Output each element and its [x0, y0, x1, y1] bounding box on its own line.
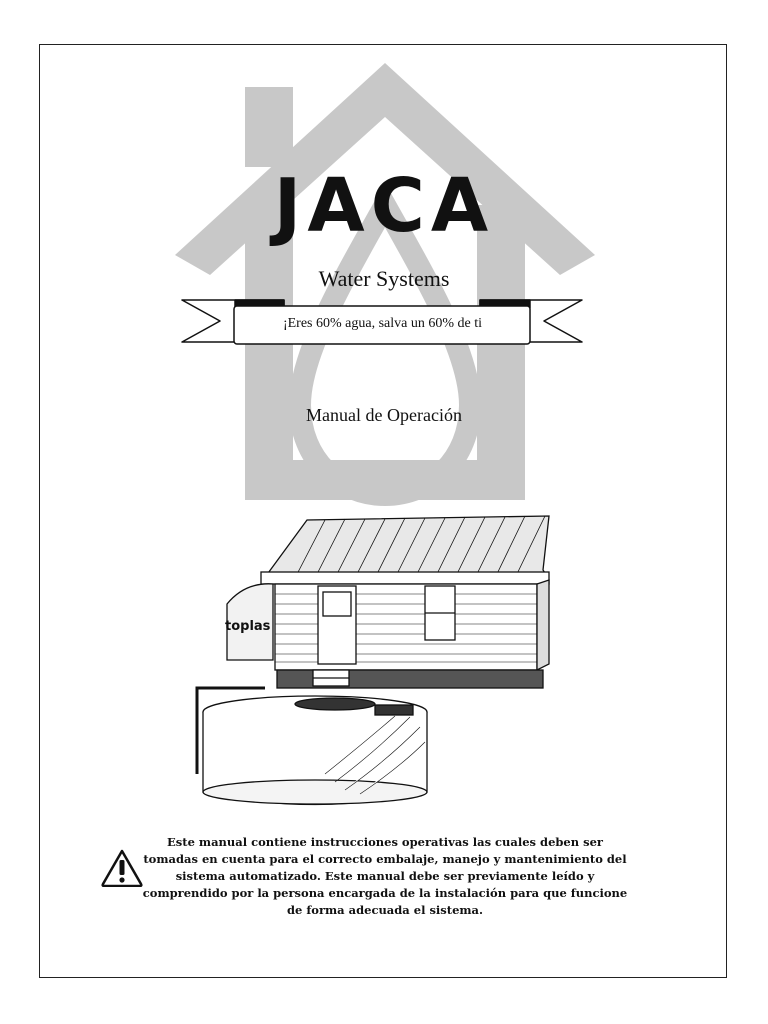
warning-triangle-icon	[101, 849, 143, 887]
operation-notice: Este manual contiene instrucciones operativas las cuales deben ser tomadas en cuenta para el correcto embalaje, manejo y mantenimiento del sistema automatizado. Este manual debe ser previamente leído y comprendido por la persona encargada de la instalación para que funcione de forma adecuada el sistema.	[142, 835, 628, 917]
brand-title: JACA	[273, 163, 495, 249]
manual-title: Manual de Operación	[306, 405, 462, 425]
brand-subtitle: Water Systems	[318, 266, 450, 291]
tank-brand-label: toplas	[225, 619, 271, 634]
house-water-tank-illustration	[185, 512, 560, 812]
tagline-text: ¡Eres 60% agua, salva un 60% de ti	[282, 316, 483, 331]
